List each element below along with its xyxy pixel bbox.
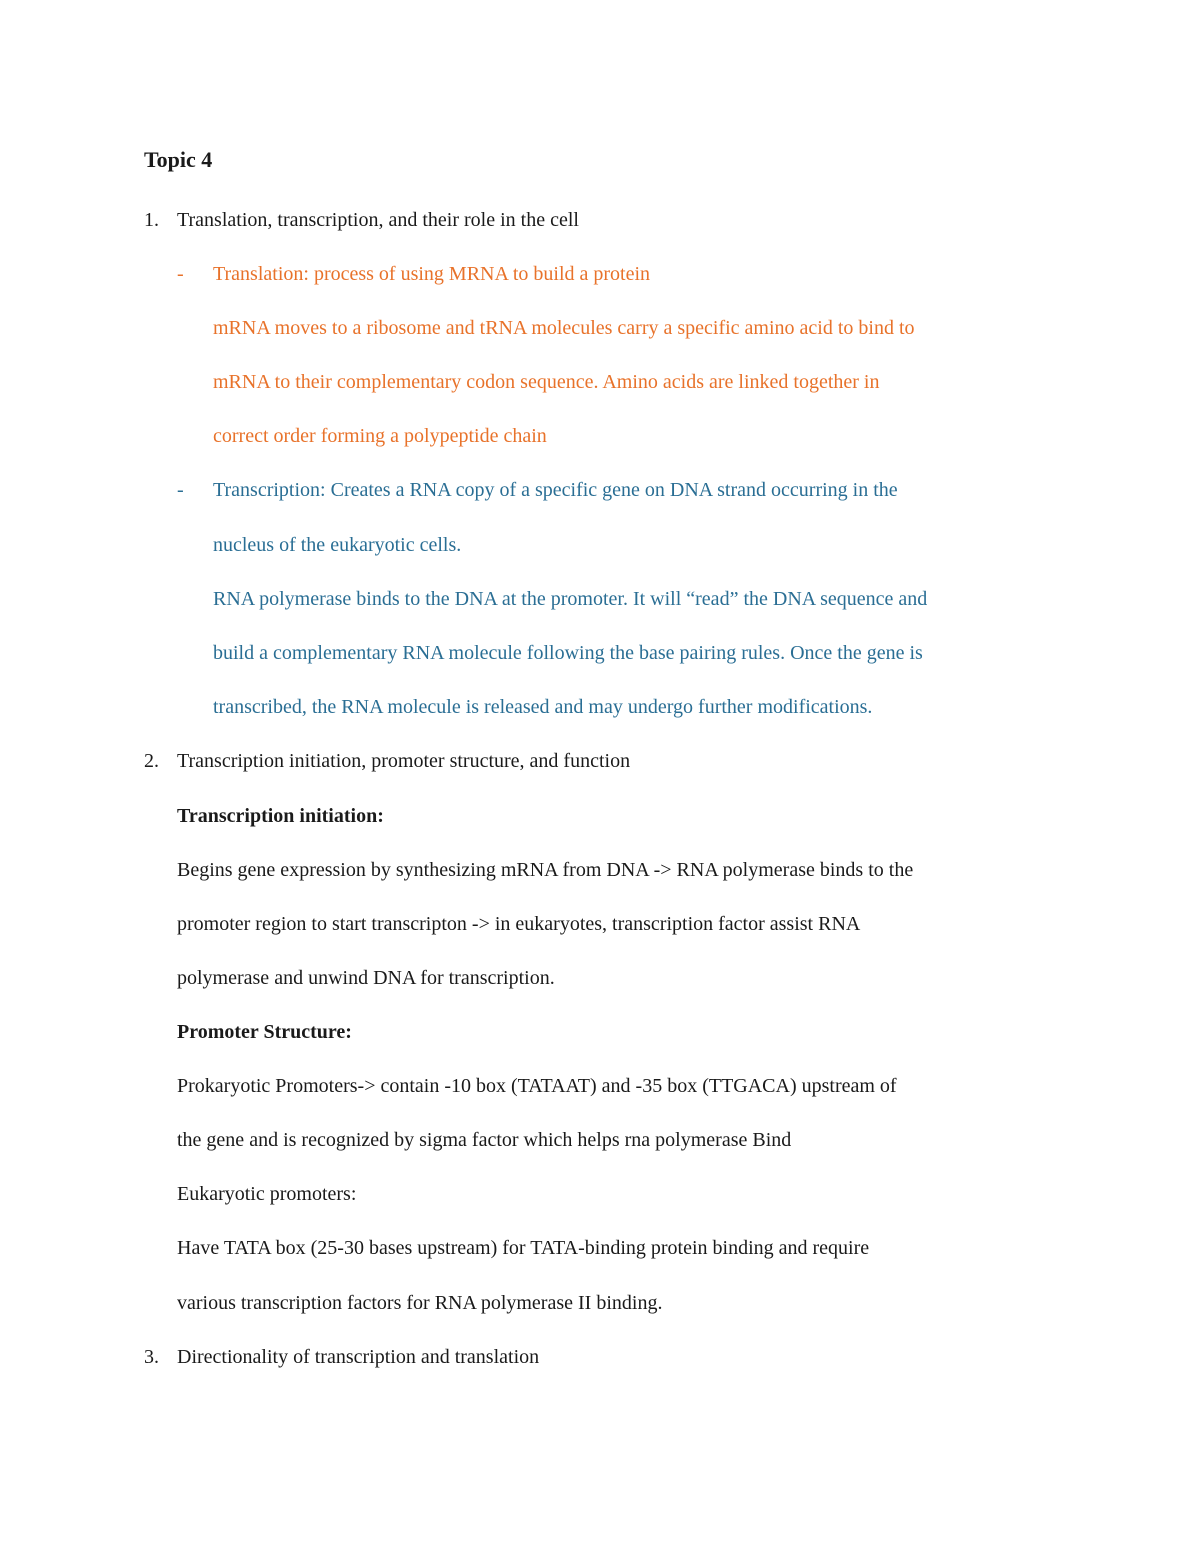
- initiation-line-2: promoter region to start transcripton -> in eukaryotes, transcription factor assist RNA: [177, 913, 861, 935]
- promoter-line-5: various transcription factors for RNA polymerase II binding.: [177, 1292, 663, 1314]
- item-2-heading: Transcription initiation, promoter structure, and function: [177, 750, 631, 772]
- transcription-line-4: build a complementary RNA molecule following the base pairing rules. Once the gene is: [213, 642, 923, 664]
- promoter-line-2: the gene and is recognized by sigma factor which helps rna polymerase Bind: [177, 1129, 792, 1151]
- translation-line-4: correct order forming a polypeptide chain: [213, 425, 547, 447]
- page-title: Topic 4: [144, 147, 213, 172]
- bullet-dash-transcription: -: [177, 479, 184, 501]
- initiation-label: Transcription initiation:: [177, 805, 384, 827]
- item-3-heading: Directionality of transcription and translation: [177, 1346, 540, 1368]
- bullet-dash-translation: -: [177, 263, 184, 285]
- promoter-line-1: Prokaryotic Promoters-> contain -10 box (TATAAT) and -35 box (TTGACA) upstream of: [177, 1075, 897, 1097]
- list-number-2: 2.: [144, 750, 159, 772]
- initiation-line-1: Begins gene expression by synthesizing mRNA from DNA -> RNA polymerase binds to the: [177, 859, 914, 881]
- translation-line-3: mRNA to their complementary codon sequence. Amino acids are linked together in: [213, 371, 880, 393]
- transcription-line-2: nucleus of the eukaryotic cells.: [213, 534, 462, 556]
- initiation-line-3: polymerase and unwind DNA for transcription.: [177, 967, 555, 989]
- translation-line-2: mRNA moves to a ribosome and tRNA molecules carry a specific amino acid to bind to: [213, 317, 915, 339]
- translation-line-1: Translation: process of using MRNA to build a protein: [213, 263, 651, 285]
- promoter-label: Promoter Structure:: [177, 1021, 352, 1043]
- item-1-heading: Translation, transcription, and their role in the cell: [177, 209, 579, 231]
- promoter-line-3: Eukaryotic promoters:: [177, 1183, 357, 1205]
- transcription-line-1: Transcription: Creates a RNA copy of a specific gene on DNA strand occurring in the: [213, 479, 898, 501]
- list-number-1: 1.: [144, 209, 159, 231]
- transcription-line-3: RNA polymerase binds to the DNA at the promoter. It will “read” the DNA sequence and: [213, 588, 928, 610]
- transcription-line-5: transcribed, the RNA molecule is released and may undergo further modifications.: [213, 696, 873, 718]
- promoter-line-4: Have TATA box (25-30 bases upstream) for TATA-binding protein binding and require: [177, 1237, 870, 1259]
- list-number-3: 3.: [144, 1346, 159, 1368]
